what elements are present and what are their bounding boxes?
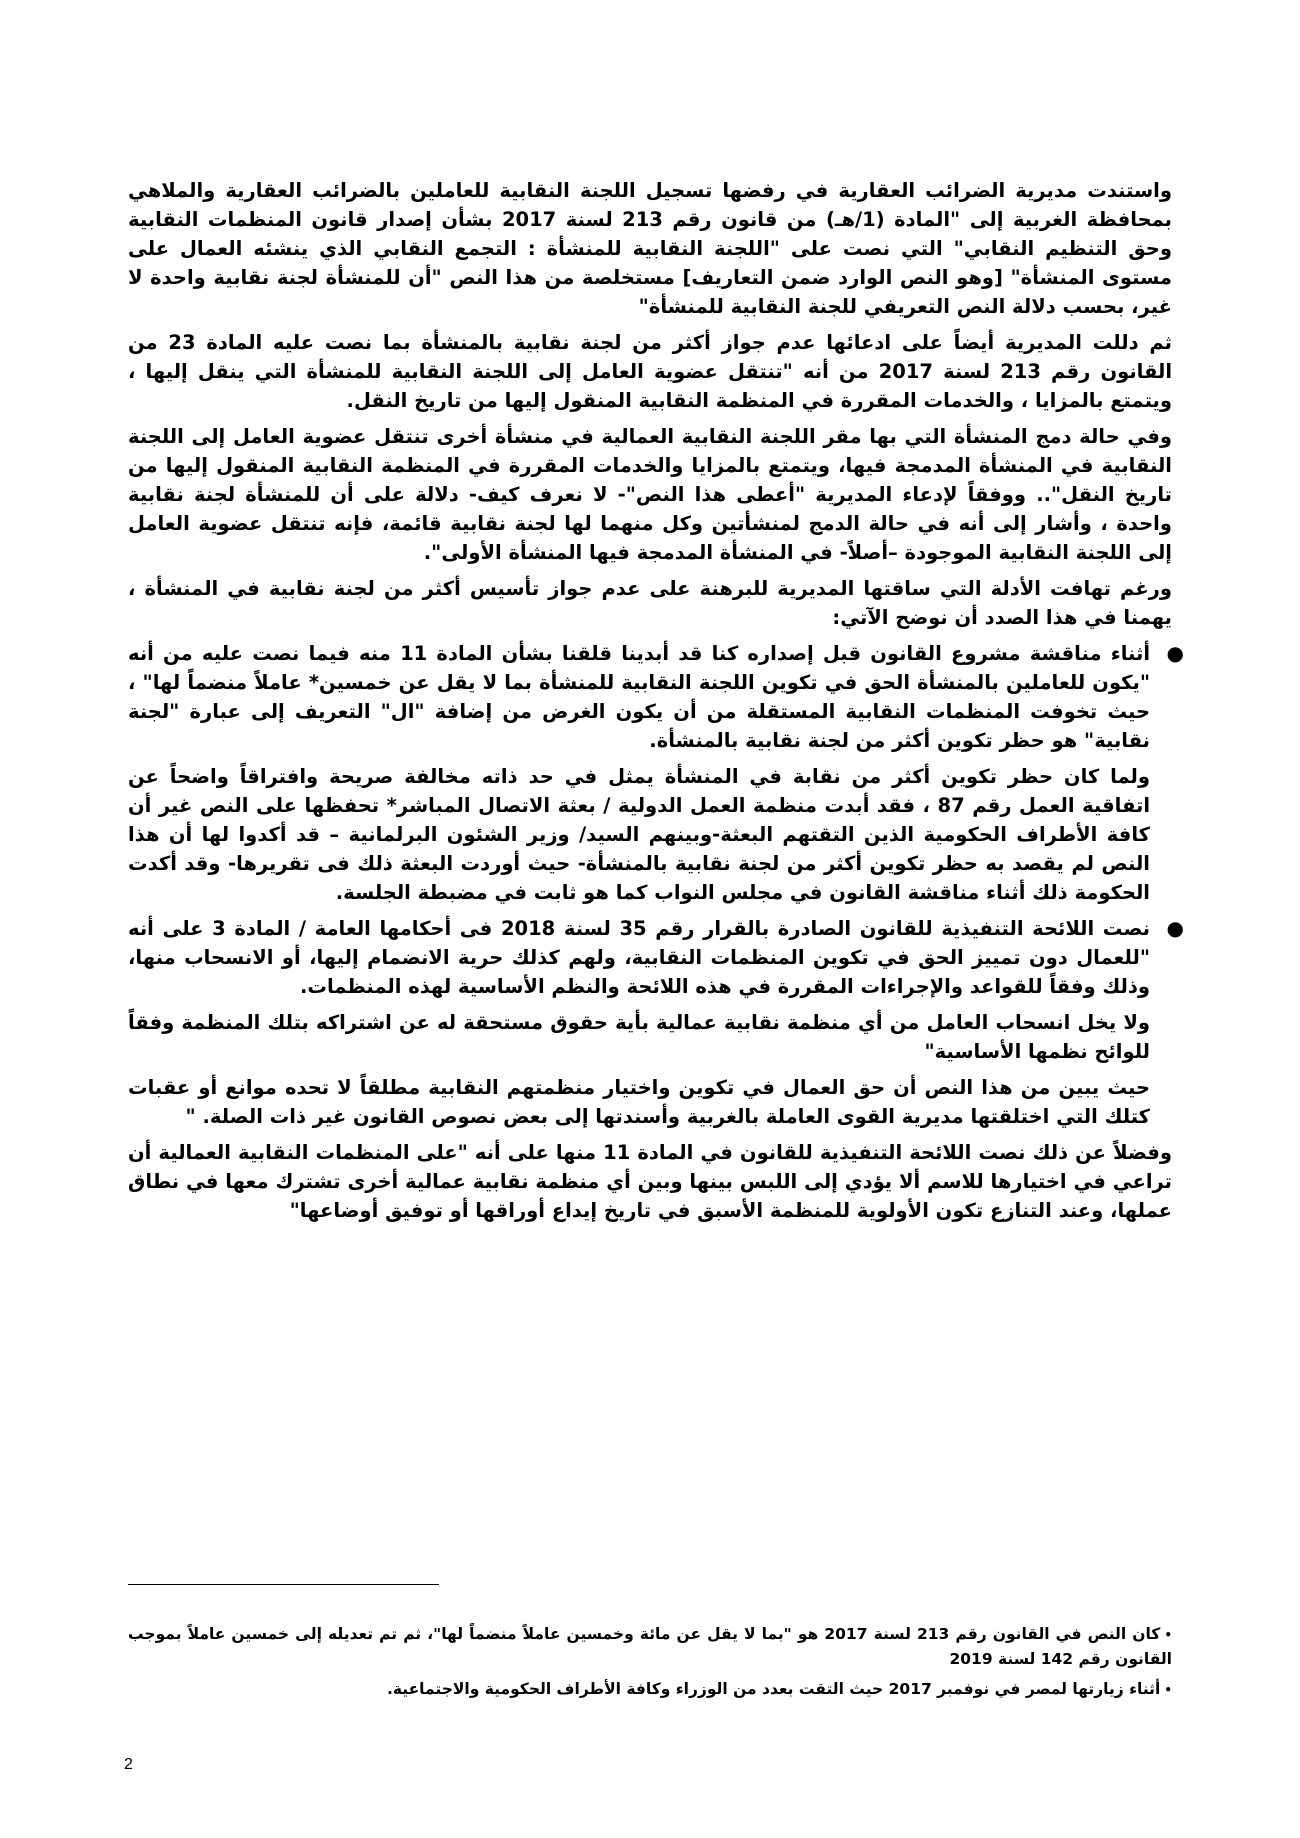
bullet-item-executive-regulation [128,914,1184,1131]
paragraph-merger-case: وفي حالة دمج المنشأة التي بها مقر اللجنة النقابية العمالية في منشأة أخرى تنتقل عضوية العامل إلى اللجنة النقابية في المنشأة المدمجة فيها، ويتمتع بالمزايا والخدمات المقررة في المنظمة النقابية المنقول إليها من تاريخ النقل".. ووفقاً لإدعاء المديرية "أعطى هذا النص"- لا نعرف كيف- دلالة على أن للمنشأة لجنة نقابية واحدة ، وأشار إلى أنه في حالة الدمج لمنشأتين وكل منهما لها لجنة نقابية قائمة، فإنه تنتقل عضوية العامل إلى اللجنة النقابية الموجودة –أصلاً- في المنشأة المدمجة فيها المنشأة الأولى". [128,425,1172,564]
bullet-icon: ● [1166,641,1184,665]
page-number: 2 [124,1756,133,1773]
bullet-text-article-11: أثناء مناقشة مشروع القانون قبل إصداره كنا قد أبدينا قلقنا بشأن المادة 11 منه فيما نصت عليه من أنه "يكون للعاملين بالمنشأة الحق في تكوين اللجنة النقابية للمنشأة بما لا يقل عن خمسين* عاملاً منضماً لها" ، حيث تخوفت المنظمات النقابية المستقلة من أن يكون الغرض من إضافة "ال" التعريف إلى عبارة "لجنة نقابية" هو حظر تكوين أكثر من لجنة نقابية بالمنشأة. [128,642,1150,752]
document-body [128,176,1184,1232]
footnote-1-text: كان النص في القانون رقم 213 لسنة 2017 هو "بما لا يقل عن مائة وخمسين عاملاً منضماً لها"، ثم تم تعديله إلى خمسين عاملاً بموجب القانون رقم 142 لسنة 2019 [128,1625,1172,1668]
paragraph-regulation-article-11: وفضلاً عن ذلك نصت اللائحة التنفيذية للقانون في المادة 11 منها على أنه "على المنظمات النقابية العمالية أن تراعي في اختيارها للاسم ألا يؤدي إلى اللبس بينها وبين أي منظمة نقابية عمالية أخرى تشترك معها في نطاق عملها، وعند التنازع تكون الأولوية للمنظمة الأسبق في تاريخ إيداع أوراقها أو توفيق أوضاعها" [128,1141,1172,1222]
footnote-marker: • [1164,1628,1172,1642]
paragraph-article-23: ثم دللت المديرية أيضاً على ادعائها عدم جواز أكثر من لجنة نقابية بالمنشأة بما نصت عليه المادة 23 من القانون رقم 213 لسنة 2017 من أنه "تنتقل عضوية العامل إلى اللجنة النقابية للمنشأة التي ينقل إليها ، ويتمتع بالمزايا ، والخدمات المقررة في المنظمة النقابية المنقول إليها من تاريخ النقل. [128,331,1173,412]
footnote-2-text: أثناء زيارتها لمصر في نوفمبر 2017 حيث التقت بعدد من الوزراء وكافة الأطراف الحكومية والاجتماعية. [386,1680,1161,1698]
bullet-text-regulation-article-3: نصت اللائحة التنفيذية للقانون الصادرة بالقرار رقم 35 لسنة 2018 فى أحكامها العامة / المادة 3 على أنه "للعمال دون تمييز الحق في تكوين المنظمات النقابية، ولهم كذلك حرية الانضمام إليها، أو الانسحاب منها، وذلك وفقاً للقواعد والإجراءات المقررة في هذه اللائحة والنظم الأساسية لهذه المنظمات. [128,917,1150,998]
footnote-1 [128,1622,1172,1671]
bullet-text-ilo-mission: ولما كان حظر تكوين أكثر من نقابة في المنشأة يمثل في حد ذاته مخالفة صريحة وافتراقاً واضحاً عن اتفاقية العمل رقم 87 ، فقد أبدت منظمة العمل الدولية / بعثة الاتصال المباشر* تحفظها على النص غير أن كافة الأطراف الحكومية الذين التقتهم البعثة-وبينهم السيد/ وزير الشئون البرلمانية – قد أكدوا لها أن هذا النص لم يقصد به حظر تكوين أكثر من لجنة نقابية بالمنشأة- حيث أوردت البعثة ذلك فى تقريرها- وقد أكدت الحكومة ذلك أثناء مناقشة القانون في مجلس النواب كما هو ثابت في مضبطة الجلسة. [128,765,1151,904]
paragraph-tax-directorate-rejection: واستندت مديرية الضرائب العقارية في رفضها تسجيل اللجنة النقابية للعاملين بالضرائب العقارية والملاهي بمحافظة الغربية إلى "المادة (1/هـ) من قانون رقم 213 لسنة 2017 بشأن إصدار قانون المنظمات النقابية وحق التنظيم النقابي" التي نصت على "اللجنة النقابية للمنشأة : التجمع النقابي الذي ينشئه العمال على مستوى المنشأة" [وهو النص الوارد ضمن التعاريف] مستخلصة من هذا النص "أن للمنشأة لجنة نقابية واحدة لا غير، بحسب دلالة النص التعريفي للجنة النقابية للمنشأة" [128,179,1172,318]
footnote-2 [128,1677,1172,1702]
bullet-icon: ● [1166,916,1184,940]
footnotes-section [128,1622,1172,1708]
footnote-divider [128,1584,439,1585]
paragraph-clarification-intro: ورغم تهافت الأدلة التي ساقتها المديرية للبرهنة على عدم جواز تأسيس أكثر من لجنة نقابية في المنشأة ، يهمنا في هذا الصدد أن نوضح الآتي: [128,577,1172,629]
bullet-text-withdrawal-rights: ولا يخل انسحاب العامل من أي منظمة نقابية عمالية بأية حقوق مستحقة له عن اشتراكه بتلك المنظمة وفقاً للوائح نظمها الأساسية" [128,1011,1150,1063]
bullet-text-absolute-right: حيث يبين من هذا النص أن حق العمال في تكوين واختيار منظمتهم النقابية مطلقاً لا تحده موانع أو عقبات كتلك التي اختلقتها مديرية القوى العاملة بالغربية وأسندتها إلى بعض نصوص القانون غير ذات الصلة. " [128,1076,1150,1128]
bullet-item-law-discussion [128,639,1184,907]
footnote-marker: • [1164,1683,1172,1697]
